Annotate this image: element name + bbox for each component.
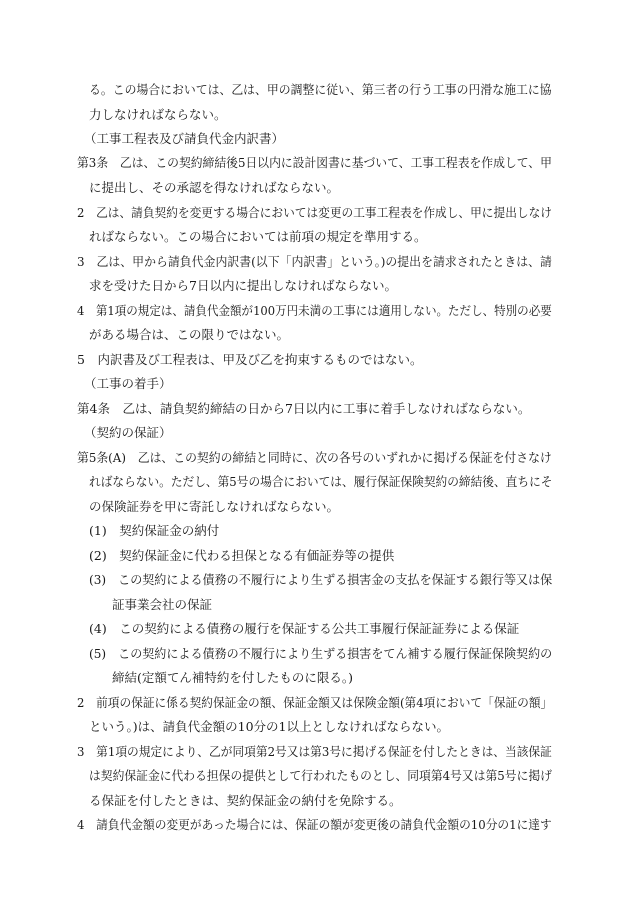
article-4: 第4条 乙は、請負契約締結の日から7日以内に工事に着手しなければならない。	[77, 401, 531, 416]
heading-construction-start: （工事の着手）	[84, 376, 172, 391]
text-line: 求を受けた日から7日以内に提出しなければならない。	[89, 278, 397, 293]
text-line: は契約保証金に代わる担保の提供として行われたものとし、同項第4号又は第5号に掲げ	[89, 768, 552, 783]
text-line: る保証を付したときは、契約保証金の納付を免除する。	[89, 793, 402, 808]
paragraph-2: 2 前項の保証に係る契約保証金の額、保証金額又は保険金額(第4項において「保証の額」	[77, 695, 553, 710]
text-line: 力しなければならない。	[89, 107, 227, 122]
text-line: 締結(定額てん補特約を付したものに限る。)	[112, 670, 354, 685]
text-line: という。)は、請負代金額の10分の1以上としなければならない。	[89, 719, 449, 734]
text-line: ればならない。この場合においては前項の規定を準用する。	[89, 229, 427, 244]
list-item-3: (3) この契約による債務の不履行により生ずる損害金の支払を保証する銀行等又は保	[89, 572, 553, 587]
text-line: がある場合は、この限りではない。	[89, 327, 290, 342]
paragraph-5: 5 内訳書及び工程表は、甲及び乙を拘束するものではない。	[77, 352, 423, 367]
list-item-1: (1) 契約保証金の納付	[89, 523, 220, 538]
paragraph-4: 4 第1項の規定は、請負代金額が100万円未満の工事には適用しない。ただし、特別の必要	[77, 303, 552, 318]
list-item-2: (2) 契約保証金に代わる担保となる有価証券等の提供	[89, 548, 395, 563]
text-line: の保険証券を甲に寄託しなければならない。	[89, 499, 340, 514]
text-line: に提出し、その承認を得なければならない。	[89, 180, 340, 195]
article-5: 第5条(A) 乙は、この契約の締結と同時に、次の各号のいずれかに掲げる保証を付さなけ	[77, 450, 552, 465]
paragraph-4: 4 請負代金額の変更があった場合には、保証の額が変更後の請負代金額の10分の1に達す	[77, 817, 552, 832]
heading-contract-guarantee: （契約の保証）	[84, 425, 172, 440]
text-line: る。この場合においては、乙は、甲の調整に従い、第三者の行う工事の円滑な施工に協	[89, 82, 552, 97]
text-line: 証事業会社の保証	[112, 597, 213, 612]
article-3: 第3条 乙は、この契約締結後5日以内に設計図書に基づいて、工事工程表を作成して、甲	[77, 155, 552, 170]
heading-construction-schedule: （工事工程表及び請負代金内訳書）	[84, 131, 285, 146]
paragraph-2: 2 乙は、請負契約を変更する場合においては変更の工事工程表を作成し、甲に提出しなけ	[77, 205, 552, 220]
text-line: ればならない。ただし、第5号の場合においては、履行保証保険契約の締結後、直ちにそ	[89, 474, 553, 489]
list-item-4: (4) この契約による債務の履行を保証する公共工事履行保証証券による保証	[89, 621, 520, 636]
list-item-5: (5) この契約による債務の不履行により生ずる損害をてん補する履行保証保険契約の	[89, 646, 553, 661]
paragraph-3: 3 第1項の規定により、乙が同項第2号又は第3号に掲げる保証を付したときは、当該保証	[77, 744, 552, 759]
paragraph-3: 3 乙は、甲から請負代金内訳書(以下「内訳書」という。)の提出を請求されたときは、請	[77, 254, 552, 269]
